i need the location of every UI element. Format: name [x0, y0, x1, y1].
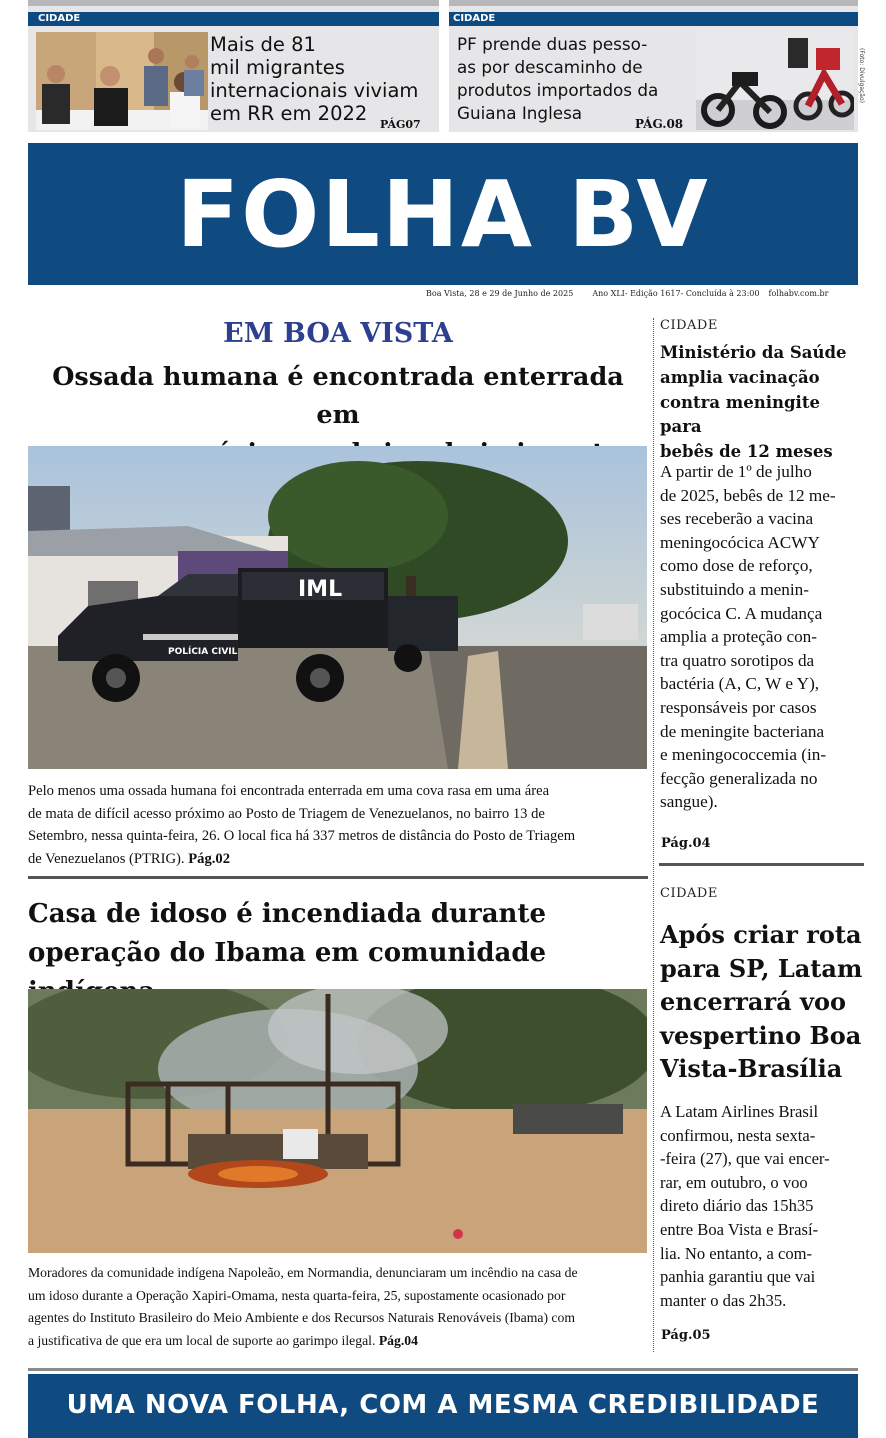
teaser-headline-line: PF prende duas pesso-	[457, 34, 648, 54]
column-separator	[653, 318, 654, 1352]
edition-date: Boa Vista, 28 e 29 de Junho de 2025	[426, 289, 574, 298]
caption-line: Pelo menos uma ossada humana foi encontrada enterrada em uma cova rasa em uma área	[28, 783, 550, 799]
body-line: tra quatro sorotipos da	[660, 650, 815, 670]
teaser-page-ref: PÁG07	[380, 118, 421, 131]
body-line: de 2025, bebês de 12 me-	[660, 485, 836, 505]
photo-policia-civil-label: POLÍCIA CIVIL	[168, 647, 238, 657]
photo-iml-label: IML	[298, 577, 343, 602]
teaser-photo-officials	[36, 32, 208, 130]
sidebar-bottom-headline[interactable]	[660, 918, 865, 1086]
body-line: A partir de 1º de julho	[660, 462, 812, 481]
footer-top-rule	[28, 1368, 858, 1371]
teaser-section-tag: CIDADE	[449, 12, 858, 26]
sidebar-top-page-ref[interactable]: Pág.04	[661, 836, 711, 851]
body-line: direto diário das 15h35	[660, 1196, 814, 1216]
divider-main	[28, 876, 648, 879]
body-line: entre Boa Vista e Brasí-	[660, 1219, 819, 1239]
teaser-section-tag: CIDADE	[28, 12, 439, 26]
main-story-kicker: EM BOA VISTA	[223, 318, 453, 349]
body-line: e meningococcemia (in-	[660, 745, 827, 765]
teaser-headline-line: em RR em 2022	[210, 102, 368, 125]
body-line: responsáveis por casos	[660, 697, 817, 717]
body-line: A Latam Airlines Brasil	[660, 1102, 819, 1121]
body-line: confirmou, nesta sexta-	[660, 1125, 816, 1145]
teaser-pf-descaminho[interactable]	[449, 0, 858, 132]
second-story-page-ref[interactable]: Pág.04	[378, 1332, 418, 1348]
second-story-caption	[28, 1262, 647, 1352]
caption-line	[28, 1330, 647, 1353]
headline-line: operação do Ibama em comunidade	[28, 938, 547, 968]
headline-line: Ministério da Saúde	[660, 343, 847, 362]
body-line: substituindo a menin-	[660, 579, 809, 599]
body-line: panhia garantiu que vai	[660, 1267, 816, 1287]
body-line: -feira (27), que vai encer-	[660, 1149, 830, 1169]
main-story-photo[interactable]	[28, 446, 647, 769]
headline-line: encerrará voo	[660, 987, 846, 1016]
sidebar-top-body	[660, 460, 858, 814]
body-line: lia. No entanto, a com-	[660, 1243, 813, 1263]
main-story-caption	[28, 780, 647, 870]
teaser-headline	[457, 33, 693, 125]
headline-line: amplia vacinação	[660, 367, 820, 387]
footer-banner	[28, 1374, 858, 1438]
headline-line: para SP, Latam	[660, 953, 863, 983]
main-story-page-ref[interactable]: Pág.02	[188, 850, 230, 867]
headline-line: Ossada humana é encontrada enterrada em	[52, 362, 624, 430]
body-line: de meningite bacteriana	[660, 721, 825, 741]
dateline	[426, 289, 828, 298]
headline-line: Casa de idoso é incendiada durante	[28, 899, 546, 929]
teaser-headline-line: internacionais viviam	[210, 79, 419, 102]
edition-number: Ano XLI- Edição 1617- Concluída à 23:00	[592, 289, 760, 298]
body-line: bactéria (A, C, W e Y),	[660, 674, 820, 694]
site-link[interactable]: folhabv.com.br	[768, 289, 829, 298]
teaser-top-rule	[449, 0, 858, 6]
teaser-migrantes[interactable]	[28, 0, 439, 132]
caption-line: de mata de difícil acesso próximo ao Posto de Triagem de Venezuelanos, no bairro 13 de	[28, 805, 545, 822]
sidebar-bottom-tag: CIDADE	[660, 886, 718, 901]
teaser-headline	[210, 33, 438, 125]
caption-text: a justificativa de que era um local de suporte ao garimpo ilegal.	[28, 1332, 376, 1348]
masthead	[28, 143, 858, 285]
caption-line: agentes do Instituto Brasileiro do Meio Ambiente e dos Recursos Naturais Renováveis (Ibama) com	[28, 1310, 575, 1325]
sidebar-top-headline[interactable]	[660, 341, 865, 465]
teaser-photo-motorcycles	[696, 30, 854, 130]
teaser-headline-line: Guiana Inglesa	[457, 103, 583, 123]
second-story-photo[interactable]	[28, 989, 647, 1253]
headline-line: contra meningite para	[660, 392, 820, 437]
headline-line: bebês de 12 meses	[660, 442, 833, 462]
sidebar-top-tag: CIDADE	[660, 318, 718, 333]
body-line: gocócica C. A mudança	[660, 603, 823, 623]
teaser-headline-line: mil migrantes	[210, 56, 345, 79]
headline-line: vespertino Boa	[660, 1020, 862, 1050]
sidebar-bottom-page-ref[interactable]: Pág.05	[661, 1328, 711, 1343]
teaser-headline-line: as por descaminho de	[457, 57, 643, 77]
caption-line: Setembro, nessa quinta-feira, 26. O local fica há 337 metros de distância do Posto de Triagem	[28, 828, 576, 844]
teaser-headline-line: Mais de 81	[210, 33, 316, 56]
body-line: amplia a proteção con-	[660, 627, 817, 647]
caption-line: um idoso durante a Operação Xapiri-Omama, nesta quarta-feira, 25, supostamente ocasionado por	[28, 1287, 566, 1303]
body-line: sangue).	[660, 792, 718, 812]
footer-slogan: UMA NOVA FOLHA, COM A MESMA CREDIBILIDADE	[66, 1390, 820, 1420]
teaser-top-rule	[28, 0, 439, 6]
caption-text: de Venezuelanos (PTRIG).	[28, 850, 185, 867]
body-line: ses receberão a vacina	[660, 509, 814, 529]
caption-line	[28, 848, 647, 871]
body-line: manter o das 2h35.	[660, 1290, 787, 1310]
masthead-logo[interactable]: FOLHA BV	[176, 161, 710, 268]
body-line: meningocócica ACWY	[660, 532, 820, 552]
body-line: fecção generalizada no	[660, 768, 818, 788]
body-line: rar, em outubro, o voo	[660, 1172, 808, 1192]
body-line: como dose de reforço,	[660, 556, 813, 576]
divider-sidebar	[659, 863, 864, 866]
teaser-headline-line: produtos importados da	[457, 80, 659, 100]
caption-line: Moradores da comunidade indígena Napoleão, em Normandia, denunciaram um incêndio na casa de	[28, 1265, 578, 1280]
photo-credit: (Foto: Divulgação)	[858, 48, 865, 103]
headline-line: Após criar rota	[660, 920, 862, 949]
headline-line: Vista-Brasília	[660, 1054, 843, 1083]
sidebar-bottom-body	[660, 1100, 858, 1312]
teaser-page-ref: PÁG.08	[635, 117, 684, 131]
